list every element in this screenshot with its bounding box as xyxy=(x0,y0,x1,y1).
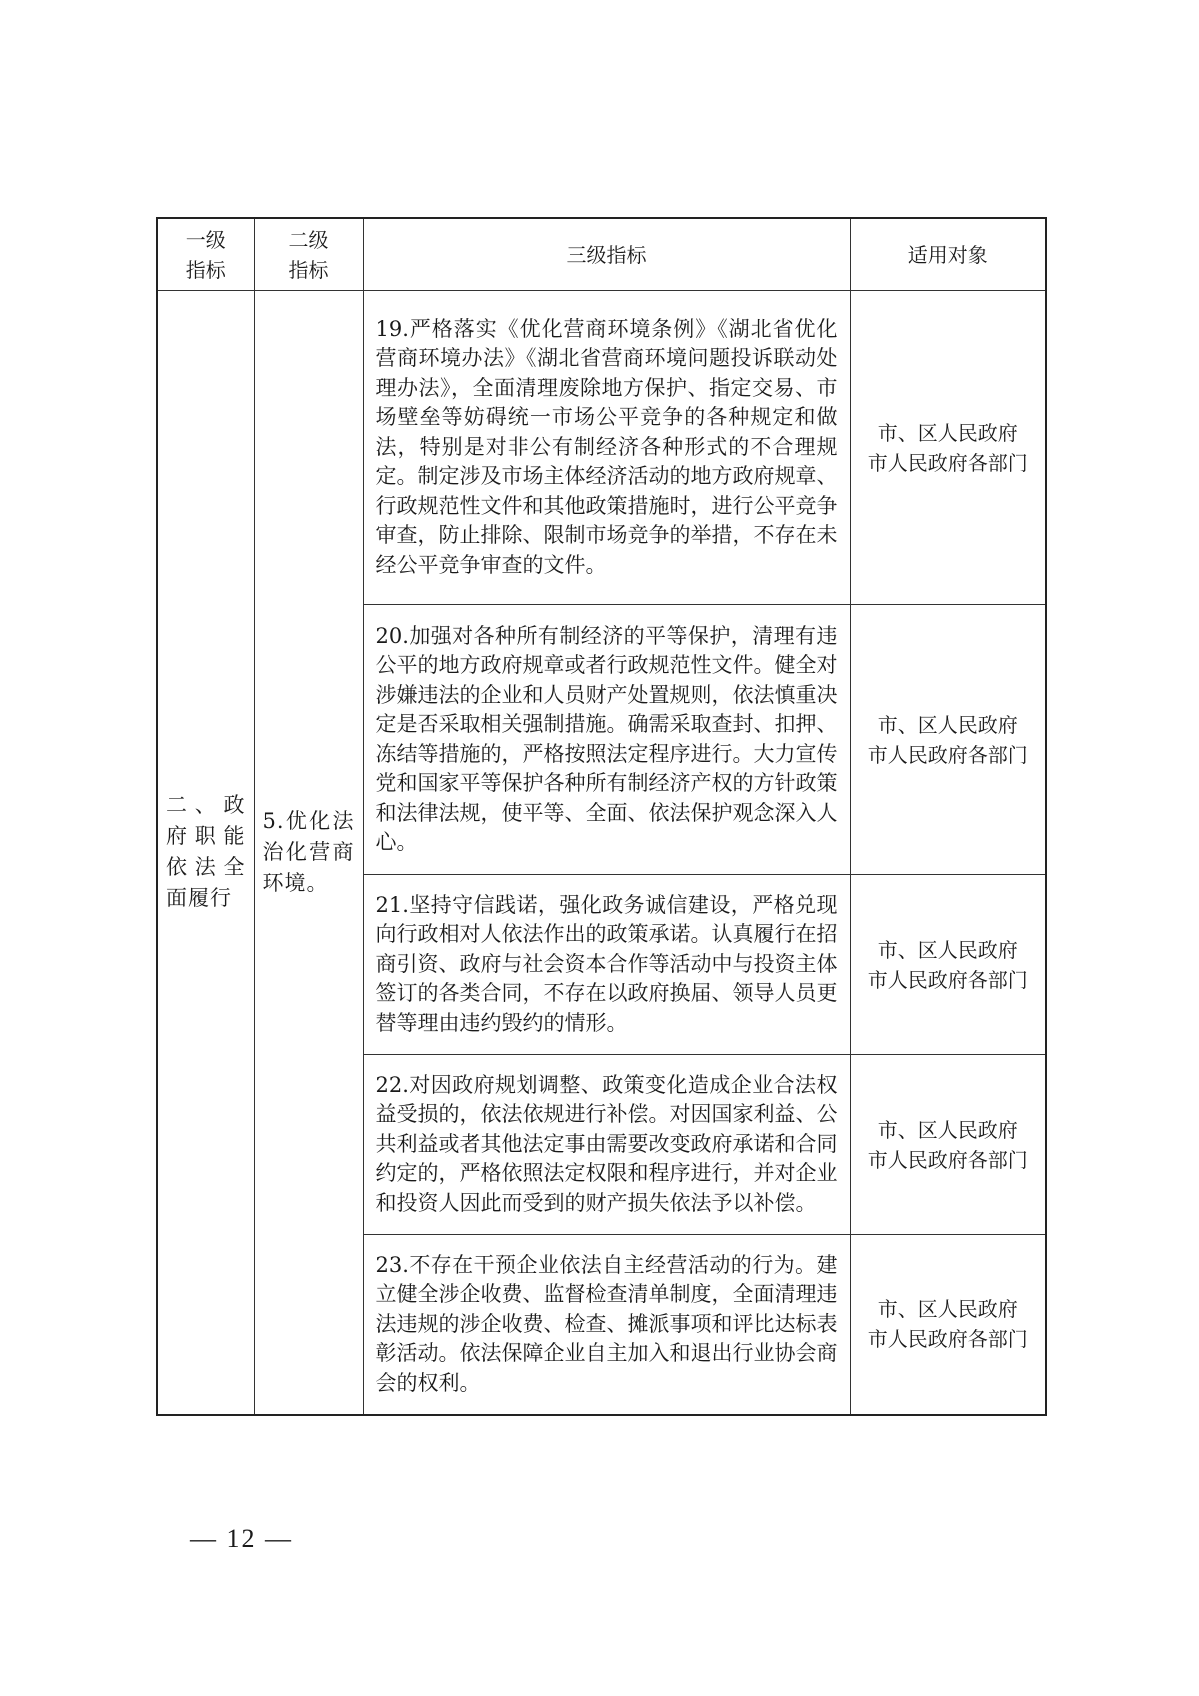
level3-item: 21.坚持守信践诺，强化政务诚信建设，严格兑现向行政相对人依法作出的政策承诺。认真履行在招商引资、政府与社会资本合作等活动中与投资主体签订的各类合同，不存在以政府换届、领导人员更替等理由违约毁约的情形。 xyxy=(363,875,850,1055)
target-line: 市人民政府各部门 xyxy=(867,967,1028,992)
level3-item: 20.加强对各种所有制经济的平等保护，清理有违公平的地方政府规章或者行政规范性文件。健全对涉嫌违法的企业和人员财产处置规则，依法慎重决定是否采取相关强制措施。确需采取查封、扣押、冻结等措施的，严格按照法定程序进行。大力宣传党和国家平等保护各种所有制经济产权的方针政策和法律法规，使平等、全面、依法保护观念深入人心。 xyxy=(363,605,850,875)
level1-cell: 二、政府职能依法全面履行 xyxy=(157,291,254,1415)
page-number: — 12 — xyxy=(190,1524,293,1553)
target-cell xyxy=(850,875,1046,1055)
table-header-row xyxy=(157,218,1046,291)
target-line: 市人民政府各部门 xyxy=(867,1327,1028,1352)
header-level2: 二级 指标 xyxy=(254,218,363,291)
target-cell xyxy=(850,291,1046,605)
target-cell xyxy=(850,1055,1046,1235)
level2-cell: 5.优化法治化营商环境。 xyxy=(254,291,363,1415)
header-level1: 一级 指标 xyxy=(157,218,254,291)
target-line: 市、区人民政府 xyxy=(877,937,1018,962)
target-line: 市、区人民政府 xyxy=(877,1297,1018,1322)
target-line: 市人民政府各部门 xyxy=(867,450,1028,475)
target-line: 市人民政府各部门 xyxy=(867,742,1028,767)
table-row xyxy=(157,291,1046,605)
target-line: 市、区人民政府 xyxy=(877,712,1018,737)
header-level3: 三级指标 xyxy=(363,218,850,291)
level3-item: 23.不存在干预企业依法自主经营活动的行为。建立健全涉企收费、监督检查清单制度，全面清理违法违规的涉企收费、检查、摊派事项和评比达标表彰活动。依法保障企业自主加入和退出行业协会商会的权利。 xyxy=(363,1235,850,1415)
indicator-table xyxy=(156,217,1047,1416)
header-target: 适用对象 xyxy=(850,218,1046,291)
target-cell xyxy=(850,1235,1046,1415)
level3-item: 22.对因政府规划调整、政策变化造成企业合法权益受损的，依法依规进行补偿。对因国家利益、公共利益或者其他法定事由需要改变政府承诺和合同约定的，严格依照法定权限和程序进行，并对企业和投资人因此而受到的财产损失依法予以补偿。 xyxy=(363,1055,850,1235)
target-line: 市、区人民政府 xyxy=(877,420,1018,445)
target-cell xyxy=(850,605,1046,875)
target-line: 市人民政府各部门 xyxy=(867,1147,1028,1172)
level3-item: 19.严格落实《优化营商环境条例》《湖北省优化营商环境办法》《湖北省营商环境问题投诉联动处理办法》，全面清理废除地方保护、指定交易、市场壁垒等妨碍统一市场公平竞争的各种规定和做法，特别是对非公有制经济各种形式的不合理规定。制定涉及市场主体经济活动的地方政府规章、行政规范性文件和其他政策措施时，进行公平竞争审查，防止排除、限制市场竞争的举措，不存在未经公平竞争审查的文件。 xyxy=(363,291,850,605)
target-line: 市、区人民政府 xyxy=(877,1117,1018,1142)
